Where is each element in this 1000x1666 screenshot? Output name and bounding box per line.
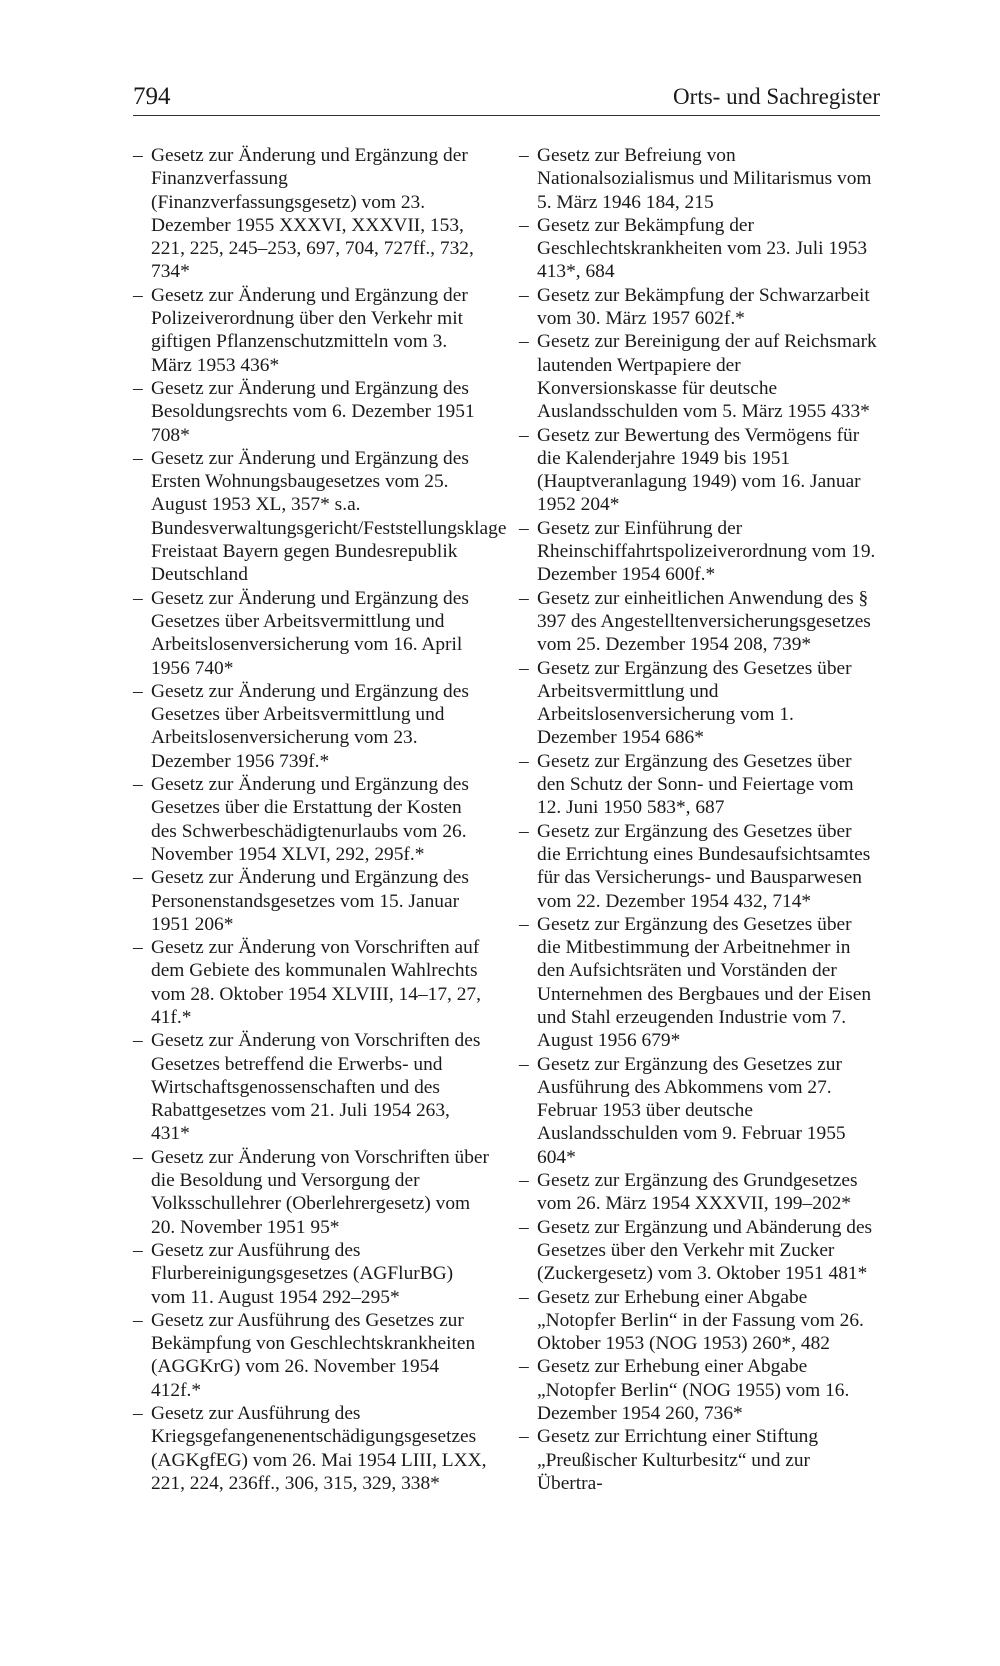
entry-dash: – — [133, 587, 143, 609]
entry-dash: – — [133, 447, 143, 469]
entry-dash: – — [519, 820, 529, 842]
index-entry-text: Gesetz zur Änderung von Vorschriften des Gesetzes betreffend die Erwerbs- und Wirtschaftsgenossenschaften und des Rabattgesetzes vom 21. Juli 1954 263, 431* — [151, 1030, 481, 1145]
index-entry — [519, 330, 877, 423]
index-entry — [133, 680, 491, 773]
index-entry — [133, 144, 491, 284]
index-entry-text: Gesetz zur Änderung und Ergänzung des Ersten Wohnungsbaugesetzes vom 25. August 1953 XL, 357* s.a. Bundesverwaltungsgericht/Feststellungsklage Freistaat Bayern gegen Bundesrepublik Deutschland — [151, 447, 507, 586]
entry-dash: – — [133, 774, 143, 796]
index-entry-text: Gesetz zur Einführung der Rheinschiffahrtspolizeiverordnung vom 19. Dezember 1954 600f.* — [537, 517, 876, 586]
entry-dash: – — [133, 867, 143, 889]
page-number: 794 — [133, 83, 171, 110]
entry-dash: – — [133, 1239, 143, 1261]
right-column — [519, 144, 877, 1495]
index-entry-text: Gesetz zur Änderung und Ergänzung der Finanzverfassung (Finanzverfassungsgesetz) vom 23. Dezember 1955 XXXVI, XXXVII, 153, 221, 225, 245–253, 697, 704, 727ff., 732, 734* — [151, 145, 474, 283]
page-header — [133, 82, 880, 118]
running-title: Orts- und Sachregister — [673, 84, 880, 109]
header-rule — [133, 115, 880, 116]
entry-dash: – — [133, 145, 143, 166]
index-entry-text: Gesetz zur Ausführung des Gesetzes zur Bekämpfung von Geschlechtskrankheiten (AGGKrG) vom 26. November 1954 412f.* — [151, 1309, 476, 1401]
index-entry — [133, 866, 491, 936]
index-entry-text: Gesetz zur Errichtung einer Stiftung „Preußischer Kulturbesitz“ und zur Übertra- — [537, 1426, 819, 1494]
left-column — [133, 144, 507, 1495]
entry-dash: – — [519, 913, 529, 935]
entry-dash: – — [133, 680, 143, 702]
index-entry — [519, 284, 877, 331]
index-entry — [133, 587, 491, 680]
entry-dash: – — [519, 331, 529, 353]
index-entry-text: Gesetz zur Änderung und Ergänzung des Gesetzes über Arbeitsvermittlung und Arbeitslosenversicherung vom 23. Dezember 1956 739f.* — [151, 680, 469, 772]
index-entry-text: Gesetz zur Bewertung des Vermögens für die Kalenderjahre 1949 bis 1951 (Hauptveranlagung 1949) vom 16. Januar 1952 204* — [537, 424, 861, 516]
entry-dash: – — [519, 750, 529, 772]
entry-dash: – — [519, 1356, 529, 1378]
entry-dash: – — [519, 517, 529, 539]
index-entry-text: Gesetz zur Änderung von Vorschriften über die Besoldung und Versorgung der Volksschullehrer (Oberlehrergesetz) vom 20. November 1951 95* — [151, 1146, 489, 1238]
index-entry-text: Gesetz zur Ergänzung des Gesetzes über die Mitbestimmung der Arbeitnehmer in den Aufsichtsräten und Vorständen der Unternehmen des Bergbaues und der Eisen und Stahl erzeugenden Industrie vom 7. August 1956 679* — [537, 913, 872, 1052]
entry-dash: – — [519, 145, 529, 166]
index-entry — [519, 1216, 877, 1286]
index-entry-text: Gesetz zur Ergänzung des Gesetzes über die Errichtung eines Bundesaufsichtsamtes für das Versicherungs- und Bausparwesen vom 22. Dezember 1954 432, 714* — [537, 820, 871, 912]
index-entry-text: Gesetz zur Ergänzung des Gesetzes zur Ausführung des Abkommens vom 27. Februar 1953 über deutsche Auslandsschulden vom 9. Februar 1955 604* — [537, 1053, 846, 1168]
index-entry — [519, 517, 877, 587]
index-entry-text: Gesetz zur Ergänzung und Abänderung des Gesetzes über den Verkehr mit Zucker (Zuckergesetz) vom 3. Oktober 1951 481* — [537, 1216, 873, 1285]
index-entry-text: Gesetz zur Änderung und Ergänzung des Besoldungsrechts vom 6. Dezember 1951 708* — [151, 377, 475, 446]
index-entry — [519, 1355, 877, 1425]
entry-dash: – — [519, 1286, 529, 1308]
entry-dash: – — [519, 1426, 529, 1448]
index-entry-text: Gesetz zur Bekämpfung der Geschlechtskrankheiten vom 23. Juli 1953 413*, 684 — [537, 214, 868, 283]
index-entry-text: Gesetz zur Bekämpfung der Schwarzarbeit vom 30. März 1957 602f.* — [537, 284, 870, 330]
index-entry — [133, 1239, 491, 1309]
entry-dash: – — [519, 657, 529, 679]
index-entry-text: Gesetz zur Änderung von Vorschriften auf dem Gebiete des kommunalen Wahlrechts vom 28. Oktober 1954 XLVIII, 14–17, 27, 41f.* — [151, 937, 481, 1028]
entry-dash: – — [133, 1403, 143, 1425]
index-entry — [133, 1402, 491, 1495]
index-entry — [519, 587, 877, 657]
index-entry — [519, 144, 877, 214]
index-entry-text: Gesetz zur Ergänzung des Gesetzes über den Schutz der Sonn- und Feiertage vom 12. Juni 1950 583*, 687 — [537, 750, 854, 819]
entry-dash: – — [519, 214, 529, 236]
index-entry-text: Gesetz zur Änderung und Ergänzung des Gesetzes über Arbeitsvermittlung und Arbeitslosenversicherung vom 16. April 1956 740* — [151, 587, 469, 679]
index-entry — [133, 284, 491, 377]
index-entry — [133, 1029, 491, 1145]
index-entry-text: Gesetz zur Erhebung einer Abgabe „Notopfer Berlin“ in der Fassung vom 26. Oktober 1953 (NOG 1953) 260*, 482 — [537, 1286, 864, 1355]
entry-dash: – — [519, 1170, 529, 1192]
index-entry — [133, 936, 491, 1029]
index-entry-text: Gesetz zur Befreiung von Nationalsozialismus und Militarismus vom 5. März 1946 184, 215 — [537, 145, 872, 213]
entry-dash: – — [133, 284, 143, 306]
index-entry-text: Gesetz zur Änderung und Ergänzung des Gesetzes über die Erstattung der Kosten des Schwerbeschädigtenurlaubs vom 26. November 1954 XLVI, 292, 295f.* — [151, 774, 469, 865]
index-entry-text: Gesetz zur Ausführung des Flurbereinigungsgesetzes (AGFlurBG) vom 11. August 1954 292–295* — [151, 1239, 454, 1308]
index-entry-text: Gesetz zur Ergänzung des Grundgesetzes vom 26. März 1954 XXXVII, 199–202* — [537, 1170, 858, 1215]
index-entry-text: Gesetz zur Ausführung des Kriegsgefangenenentschädigungsgesetzes (AGKgfEG) vom 26. Mai 1954 LIII, LXX, 221, 224, 236ff., 306, 315, 329, 338* — [151, 1403, 487, 1494]
index-entry-text: Gesetz zur Bereinigung der auf Reichsmark lautenden Wertpapiere der Konversionskasse für deutsche Auslandsschulden vom 5. März 1955 433* — [537, 331, 877, 423]
index-entry-text: Gesetz zur Änderung und Ergänzung des Personenstandsgesetzes vom 15. Januar 1951 206* — [151, 867, 469, 935]
index-entry — [519, 913, 877, 1053]
index-entry — [133, 447, 507, 587]
index-entry — [519, 214, 877, 284]
index-entry — [133, 377, 491, 447]
index-entry — [519, 820, 877, 913]
entry-dash: – — [519, 1216, 529, 1238]
entry-dash: – — [133, 1030, 143, 1052]
entry-dash: – — [519, 1053, 529, 1075]
index-entry — [133, 773, 491, 866]
entry-dash: – — [133, 1146, 143, 1168]
index-entry-text: Gesetz zur Erhebung einer Abgabe „Notopfer Berlin“ (NOG 1955) vom 16. Dezember 1954 260, 736* — [537, 1356, 850, 1425]
entry-dash: – — [133, 1309, 143, 1331]
index-entry — [519, 1053, 877, 1169]
index-entry-text: Gesetz zur einheitlichen Anwendung des § 397 des Angestelltenversicherungsgesetzes vom 25. Dezember 1954 208, 739* — [537, 587, 871, 656]
entry-dash: – — [519, 587, 529, 609]
index-entry — [519, 1425, 877, 1495]
entry-dash: – — [133, 937, 143, 959]
entry-dash: – — [519, 284, 529, 306]
index-entry-text: Gesetz zur Ergänzung des Gesetzes über Arbeitsvermittlung und Arbeitslosenversicherung vom 1. Dezember 1954 686* — [537, 657, 852, 749]
index-entry — [133, 1309, 491, 1402]
index-entry — [519, 1169, 877, 1216]
index-entry — [519, 750, 877, 820]
index-entry — [519, 657, 877, 750]
index-entry — [519, 424, 877, 517]
index-entry-text: Gesetz zur Änderung und Ergänzung der Polizeiverordnung über den Verkehr mit giftigen Pflanzenschutzmitteln vom 3. März 1953 436* — [151, 284, 468, 376]
entry-dash: – — [519, 424, 529, 446]
index-entry — [133, 1146, 491, 1239]
entry-dash: – — [133, 377, 143, 399]
index-entry — [519, 1286, 877, 1356]
